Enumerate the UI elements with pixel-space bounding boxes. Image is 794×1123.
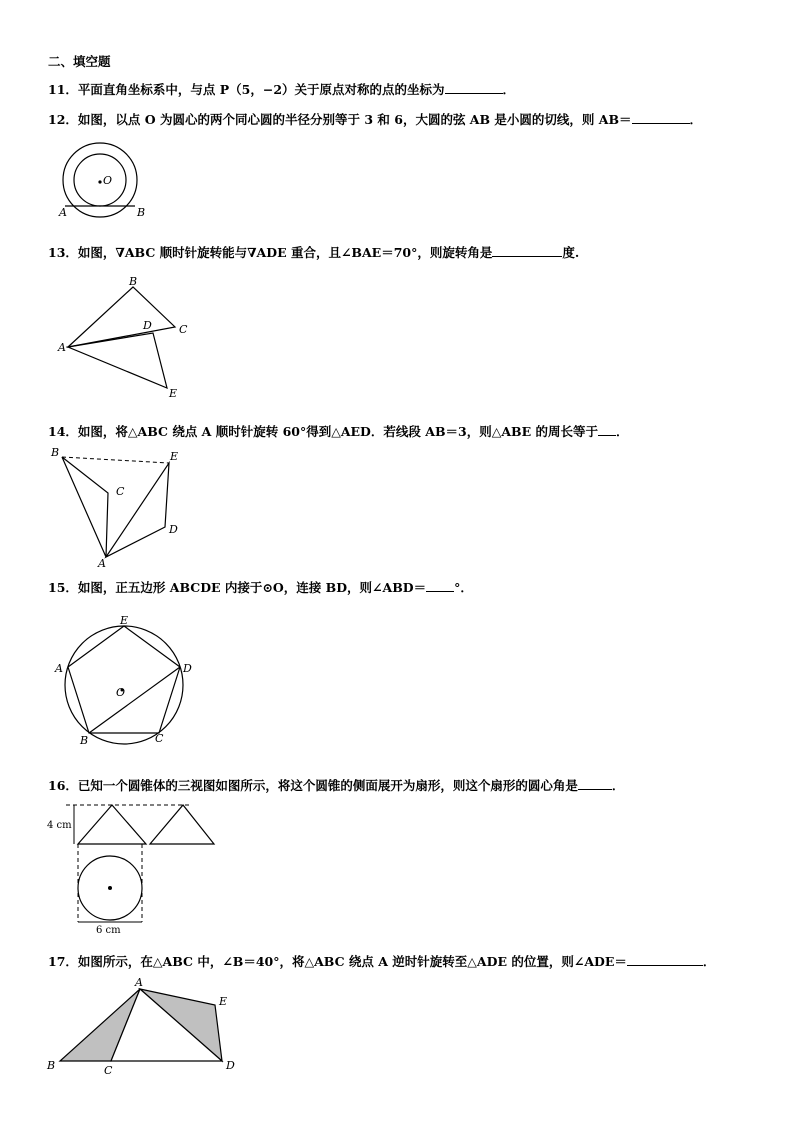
question-number: 16．	[48, 778, 78, 793]
side-view-triangle	[150, 805, 214, 844]
label-c: C	[104, 1064, 113, 1077]
segment-be-dashed	[62, 457, 169, 463]
figure-15-pentagon	[50, 610, 200, 750]
question-14: 14．如图，将△ABC 绕点 A 顺时针旋转 60°得到△AED．若线段 AB＝3，则△ABE 的周长等于 ．	[48, 424, 629, 439]
center-point	[98, 180, 101, 183]
label-a: A	[98, 557, 106, 570]
label-d: D	[143, 319, 152, 332]
label-b: B	[137, 206, 146, 219]
cone-apex-point	[108, 886, 112, 890]
answer-blank[interactable]	[632, 111, 690, 124]
question-number: 17．	[48, 954, 78, 969]
answer-blank[interactable]	[578, 777, 612, 790]
label-a: A	[59, 206, 67, 219]
answer-blank[interactable]	[598, 423, 616, 436]
width-label: 6 cm	[96, 925, 121, 936]
circumcircle	[65, 626, 183, 744]
answer-blank[interactable]	[492, 244, 562, 257]
label-e: E	[170, 450, 179, 463]
question-17: 17．如图所示，在△ABC 中，∠B＝40°，将△ABC 绕点 A 逆时针旋转至△ADE 的位置，则∠ADE＝ ．	[48, 954, 716, 969]
label-o: O	[103, 174, 113, 187]
triangle-aed	[106, 463, 169, 557]
figure-14-rotation	[48, 445, 198, 570]
label-e: E	[169, 387, 178, 400]
figure-17-rotation	[44, 975, 244, 1080]
figure-13-rotation	[55, 275, 195, 405]
small-circle	[74, 154, 126, 206]
label-a: A	[135, 976, 143, 989]
question-16: 16．已知一个圆锥体的三视图如图所示，将这个圆锥的侧面展开为扇形，则这个扇形的圆心角是 ．	[48, 778, 625, 793]
question-number: 12．	[48, 112, 78, 127]
label-c: C	[116, 485, 125, 498]
question-text: 已知一个圆锥体的三视图如图所示，将这个圆锥的侧面展开为扇形，则这个扇形的圆心角是	[77, 778, 578, 793]
segment-bd	[89, 667, 180, 733]
question-text: 如图，将△ABC 绕点 A 顺时针旋转 60°得到△AED．若线段 AB＝3，则△ABE 的周长等于	[77, 424, 598, 439]
question-text: 如图，以点 O 为圆心的两个同心圆的半径分别等于 3 和 6，大圆的弦 AB 是小圆的切线，则 AB＝	[77, 112, 632, 127]
question-11: 11．平面直角坐标系中，与点 P（5，−2）关于原点对称的点的坐标为 ．	[48, 82, 516, 97]
question-number: 13．	[48, 245, 78, 260]
answer-blank[interactable]	[627, 953, 703, 966]
question-15: 15．如图，正五边形 ABCDE 内接于⊙O，连接 BD，则∠ABD＝ °．	[48, 580, 473, 595]
label-d: D	[169, 523, 178, 536]
height-label: 4 cm	[47, 820, 72, 831]
figure-12-concentric-circles	[55, 140, 155, 225]
question-12: 12．如图，以点 O 为圆心的两个同心圆的半径分别等于 3 和 6，大圆的弦 AB 是小圆的切线，则 AB＝ ．	[48, 112, 703, 127]
label-b: B	[51, 446, 60, 459]
label-c: C	[155, 732, 164, 745]
question-13: 13．如图，∇ABC 顺时针旋转能与∇ADE 重合，且∠BAE＝70°，则旋转角是 度.	[48, 245, 580, 260]
label-a: A	[58, 341, 66, 354]
label-b: B	[129, 275, 138, 288]
label-e: E	[219, 995, 228, 1008]
figure-16-three-views	[44, 798, 224, 938]
triangle-abc	[62, 457, 108, 557]
answer-blank[interactable]	[445, 81, 503, 94]
label-e: E	[120, 614, 129, 627]
answer-blank[interactable]	[426, 579, 454, 592]
question-number: 11．	[48, 82, 78, 97]
question-text: 如图，正五边形 ABCDE 内接于⊙O，连接 BD，则∠ABD＝	[77, 580, 427, 595]
question-text: 如图所示，在△ABC 中，∠B＝40°，将△ABC 绕点 A 逆时针旋转至△ADE 的位置，则∠ADE＝	[77, 954, 627, 969]
label-a: A	[55, 662, 63, 675]
question-number: 15．	[48, 580, 78, 595]
question-number: 14．	[48, 424, 78, 439]
question-text: 如图，∇ABC 顺时针旋转能与∇ADE 重合，且∠BAE＝70°，则旋转角是	[77, 245, 493, 260]
label-b: B	[47, 1059, 56, 1072]
section-title: 二、填空题	[48, 54, 111, 69]
label-d: D	[226, 1059, 235, 1072]
label-c: C	[179, 323, 188, 336]
label-d: D	[183, 662, 192, 675]
triangle-ade	[68, 333, 167, 388]
label-o: O	[116, 686, 126, 699]
label-b: B	[80, 734, 89, 747]
front-view-triangle	[78, 805, 146, 844]
question-text: 平面直角坐标系中，与点 P（5，−2）关于原点对称的点的坐标为	[77, 82, 445, 97]
